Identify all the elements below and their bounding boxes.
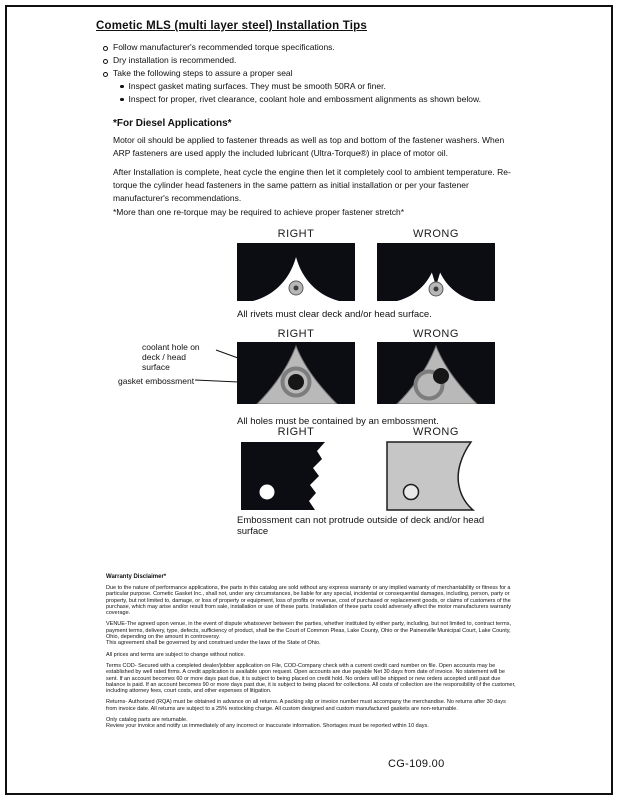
wrong-label: WRONG: [413, 328, 459, 340]
tip-item: [103, 54, 573, 67]
warranty-disclaimer: [106, 574, 516, 735]
warranty-paragraph: All prices and terms are subject to change without notice.: [106, 651, 246, 658]
sub-tip-item: [120, 93, 573, 106]
sub-tip-item: [120, 80, 573, 93]
bullet-icon: [103, 46, 108, 51]
bullet-icon: [103, 59, 108, 64]
wrong-label: WRONG: [413, 426, 459, 438]
diagram-rivet-wrong: [377, 243, 495, 301]
installation-tips-list: [103, 41, 573, 106]
diagram-caption-protrude: Embossment can not protrude outside of deck and/or head surface: [237, 515, 485, 537]
diesel-paragraph-2: After Installation is complete, heat cycle the engine then let it completely cool to ambient temperature. Re-torque the cylinder head fasteners in the same pattern as initial installation or per your fastener manufacturer's recommendations.: [113, 167, 511, 203]
warranty-paragraph: Only catalog parts are returnable.: [106, 717, 188, 724]
diagram-caption-holes: All holes must be contained by an embossment.: [237, 416, 439, 427]
retorque-note: *More than one re-torque may be required to achieve proper fastener stretch*: [113, 207, 405, 217]
right-label: RIGHT: [277, 426, 315, 438]
diesel-paragraph-1: Motor oil should be applied to fastener threads as well as top and bottom of the fastener washers. When ARP fasteners are used apply the included lubricant (Ultra-Torque®) in place of motor oil.: [113, 135, 505, 158]
sub-tip-text: Inspect gasket mating surfaces. They must be smooth 50RA or finer.: [128, 81, 386, 91]
warranty-paragraph: Review your invoice and notify us immediately of any incorrect or inaccurate information. Shortages must be reported within 10 days.: [106, 723, 429, 730]
sub-tip-text: Inspect for proper, rivet clearance, coolant hole and embossment alignments as shown below.: [128, 94, 481, 104]
tip-text: Follow manufacturer's recommended torque specifications.: [113, 42, 335, 52]
warranty-paragraph: This agreement shall be governed by and construed under the laws of the State of Ohio.: [106, 640, 321, 647]
right-label: RIGHT: [277, 228, 315, 240]
tip-item: [103, 41, 573, 54]
diagram-protrude-wrong: [377, 440, 495, 512]
bullet-icon: [120, 85, 124, 89]
tip-text: Take the following steps to assure a proper seal: [113, 68, 293, 78]
callout-embossment-label: gasket embossment: [118, 376, 195, 386]
callout-coolant-label: coolant hole on deck / head surface: [142, 342, 200, 372]
page-code: CG-109.00: [388, 758, 445, 770]
bullet-icon: [120, 98, 124, 102]
tip-text: Dry installation is recommended.: [113, 55, 237, 65]
diagram-caption-rivets: All rivets must clear deck and/or head surface.: [237, 309, 432, 320]
diesel-heading: *For Diesel Applications*: [113, 118, 232, 129]
warranty-paragraph: Due to the nature of performance applications, the parts in this catalog are sold without any express warranty or any implied warranty of merchantability or fitness for a particular purpose. Cometic Gasket Inc., shall not, under any circumstances, be liable for any special, incidental or consequential damages, including, person, party or property, but not limited to, damage, or loss of property or equipment, loss of profits or revenue, cost of purchased or replacement goods, or claims of customers of the purchase, which may arise and/or result from sale, installation or use of these parts. Installation of these parts could adversely affect the motor manufacturers warranty coverage.: [106, 585, 511, 617]
diagram-protrude-right: [237, 440, 355, 512]
diagram-embossment-right: [237, 342, 355, 404]
warranty-paragraph: VENUE-The agreed upon venue, in the event of dispute whatsoever between the parties, whether instituted by either party, including, but not limited to, contract terms, payment terms, delivery, type, defects, sufficiency of product, shall be the Court of Common Pleas, Lake County, Ohio or the Painesville Municipal Court, Lake County, Ohio, depending on the amount in controversy.: [106, 621, 511, 641]
warranty-heading: Warranty Disclaimer*: [106, 574, 167, 580]
tip-item: [103, 67, 573, 80]
diagram-embossment-wrong: [377, 342, 495, 404]
diagram-rivet-right: [237, 243, 355, 301]
wrong-label: WRONG: [413, 228, 459, 240]
bullet-icon: [103, 72, 108, 77]
warranty-paragraph: Terms COD- Secured with a completed dealer/jobber application on File, COD-Company check with a current credit card number on file. Open accounts may be established by well rated firms. A credit application is available upon request. Open accounts are due payable Net 30 days from date of invoice. No statement will be sent. If an account becomes 60 or more days past due, it is subject to being placed on credit hold. No orders will be shipped or new orders accepted until past due balance is paid. If an account becomes 90 or more days past due, it is subject to being placed for collections. All costs of collection are the responsibility of the customer, including attorney fees, court costs, and other expenses of litigation.: [106, 662, 516, 695]
warranty-paragraph: Returns- Authorized (RQA) must be obtained in advance on all returns. A packing slip or invoice number must accompany the merchandise. No returns after 30 days from invoice date. All returns are subject to a 25% restocking charge. All custom designed and custom manufactured gaskets are non-returnable.: [106, 699, 506, 712]
right-label: RIGHT: [277, 328, 315, 340]
page-title: Cometic MLS (multi layer steel) Installation Tips: [96, 20, 367, 32]
